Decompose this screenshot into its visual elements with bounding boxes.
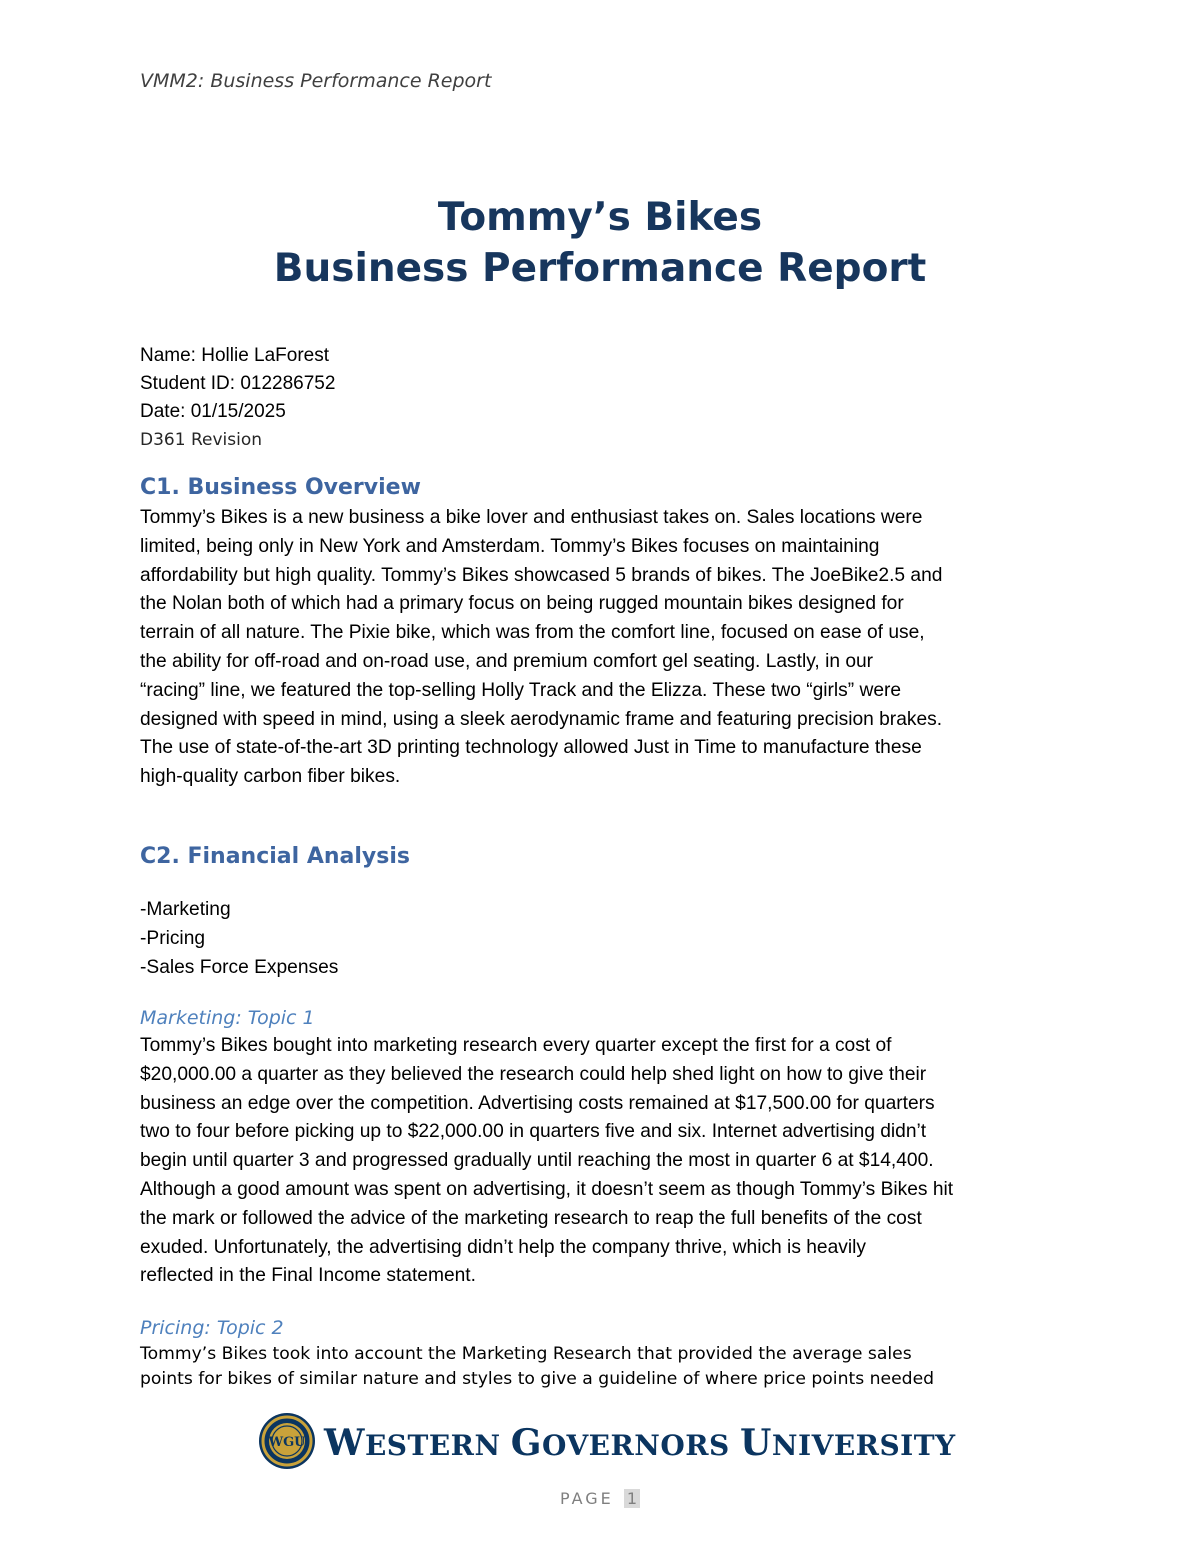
section-heading-c2: C2. Financial Analysis (140, 844, 410, 869)
paragraph-line: Tommy’s Bikes is a new business a bike lover and enthusiast takes on. Sales locations were (140, 507, 923, 528)
revision-label: D361 Revision (140, 430, 262, 450)
student-info (140, 342, 335, 454)
page-label: PAGE (559, 1489, 614, 1508)
page-number-value: 1 (624, 1489, 640, 1508)
wgu-seal-icon (258, 1412, 316, 1470)
running-header: VMM2: Business Performance Report (140, 70, 492, 92)
paragraph-line: the ability for off-road and on-road use, and premium comfort gel seating. Lastly, in our (140, 650, 874, 672)
page-number (0, 1489, 1200, 1508)
paragraph-line: the mark or followed the advice of the marketing research to reap the full benefits of the cost (140, 1207, 922, 1229)
paragraph-line: begin until quarter 3 and progressed gradually until reaching the most in quarter 6 at $14,400. (140, 1150, 934, 1172)
paragraph-line: $20,000.00 a quarter as they believed the research could help shed light on how to give their (140, 1063, 927, 1085)
paragraph-line: “racing” line, we featured the top-selling Holly Track and the Elizza. These two “girls” were (140, 679, 902, 701)
paragraph-line: high-quality carbon fiber bikes. (140, 766, 401, 788)
marketing-paragraph (140, 1032, 1070, 1291)
paragraph-line: reflected in the Final Income statement. (140, 1265, 476, 1287)
paragraph-line: limited, being only in New York and Amsterdam. Tommy’s Bikes focuses on maintaining (140, 535, 880, 557)
paragraph-line: the Nolan both of which had a primary focus on being rugged mountain bikes designed for (140, 593, 904, 615)
paragraph-line: business an edge over the competition. Advertising costs remained at $17,500.00 for quarters (140, 1092, 935, 1114)
subheading-pricing: Pricing: Topic 2 (140, 1317, 284, 1339)
document-title (0, 192, 1200, 294)
paragraph-line: affordability but high quality. Tommy’s Bikes showcased 5 brands of bikes. The JoeBike2.5 and (140, 564, 943, 586)
seal-text: WGU (268, 1435, 306, 1450)
title-line-1: Tommy’s Bikes (437, 195, 763, 240)
c1-paragraph (140, 504, 1070, 792)
list-item: -Sales Force Expenses (140, 957, 339, 978)
report-date: Date: 01/15/2025 (140, 401, 286, 422)
student-name: Name: Hollie LaForest (140, 345, 330, 366)
paragraph-line: The use of state-of-the-art 3D printing technology allowed Just in Time to manufacture these (140, 737, 922, 759)
wgu-wordmark: WESTERN GOVERNORS UNIVERSITY (324, 1422, 956, 1464)
paragraph-line: two to four before picking up to $22,000.00 in quarters five and six. Internet advertising didn’t (140, 1121, 927, 1143)
list-item: -Pricing (140, 928, 206, 949)
section-heading-c1: C1. Business Overview (140, 475, 421, 500)
paragraph-line: points for bikes of similar nature and styles to give a guideline of where price points needed (140, 1369, 935, 1389)
subheading-marketing: Marketing: Topic 1 (140, 1007, 315, 1029)
c2-topic-list (140, 895, 338, 982)
wgu-logo (258, 1410, 956, 1474)
paragraph-line: designed with speed in mind, using a sleek aerodynamic frame and featuring precision brakes. (140, 708, 943, 730)
paragraph-line: Although a good amount was spent on advertising, it doesn’t seem as though Tommy’s Bikes hit (140, 1178, 954, 1200)
student-id: Student ID: 012286752 (140, 373, 336, 394)
paragraph-line: terrain of all nature. The Pixie bike, which was from the comfort line, focused on ease of use, (140, 622, 925, 644)
paragraph-line: exuded. Unfortunately, the advertising didn’t help the company thrive, which is heavily (140, 1236, 866, 1258)
pricing-paragraph (140, 1342, 934, 1392)
paragraph-line: Tommy’s Bikes bought into marketing research every quarter except the first for a cost of (140, 1035, 892, 1056)
title-line-2: Business Performance Report (273, 246, 927, 291)
paragraph-line: Tommy’s Bikes took into account the Marketing Research that provided the average sales (140, 1344, 912, 1364)
list-item: -Marketing (140, 899, 231, 920)
